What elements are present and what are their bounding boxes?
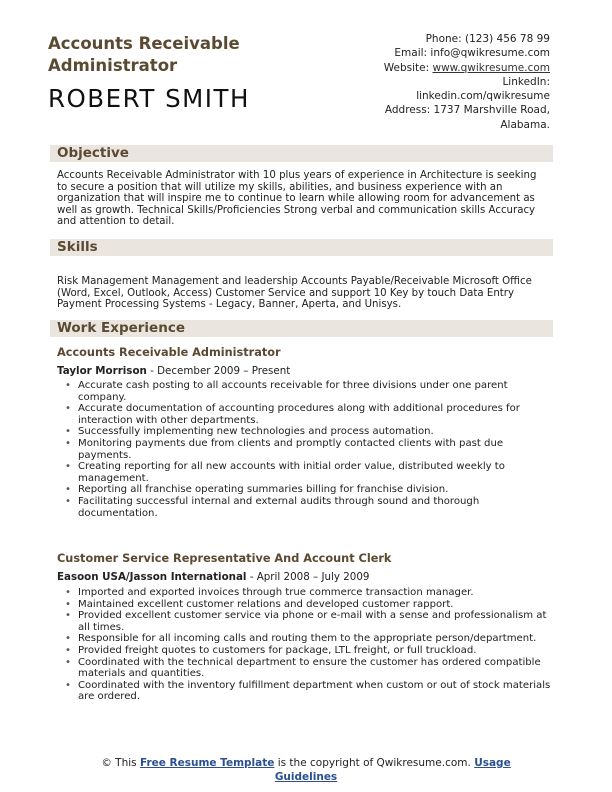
footer-middle: is the copyright of Qwikresume.com.: [274, 757, 475, 769]
job-2-employer-line: [57, 571, 369, 583]
job-1-duties: [62, 380, 552, 519]
section-objective: [50, 145, 553, 162]
footer-prefix: © This: [101, 757, 140, 769]
contact-block: [310, 32, 550, 132]
job-2-dates: - April 2008 – July 2009: [246, 571, 370, 583]
footer: [0, 757, 612, 784]
job-1-duty: • Accurate cash posting to all accounts receivable for three divisions under one parent company.: [62, 380, 552, 403]
free-resume-template-link[interactable]: Free Resume Template: [139, 757, 275, 769]
contact-address-line2: Alabama.: [500, 118, 550, 131]
job-1-duty: • Successfully implementing new technologies and process automation.: [62, 426, 552, 438]
job-title: [48, 33, 308, 77]
job-2-title: Customer Service Representative And Account Clerk: [57, 552, 392, 565]
job-title-line1: Accounts Receivable: [48, 34, 240, 53]
section-heading-objective: Objective: [57, 145, 129, 161]
contact-address-line1: Address: 1737 Marshville Road,: [384, 104, 550, 117]
job-1-title: Accounts Receivable Administrator: [57, 346, 281, 359]
job-title-line2: Administrator: [48, 56, 178, 75]
job-2-duty: • Coordinated with the inventory fulfillment department when custom or out of stock materials are ordered.: [62, 680, 552, 703]
job-1-duty: • Facilitating successful internal and external audits through sound and thorough documentation.: [62, 496, 552, 519]
job-2-duty: • Provided freight quotes to customers for package, LTL freight, or full truckload.: [62, 645, 552, 657]
job-2-employer: Easoon USA/Jasson International: [57, 571, 247, 583]
job-1-duty: • Reporting all franchise operating summaries billing for franchise division.: [62, 484, 552, 496]
job-2-duties: [62, 587, 552, 703]
job-2-duty: • Imported and exported invoices through true commerce transaction manager.: [62, 587, 552, 599]
usage-guidelines-link-part2[interactable]: Guidelines: [274, 770, 338, 783]
usage-guidelines-link-part1[interactable]: Usage: [474, 757, 511, 769]
contact-email: Email: info@qwikresume.com: [394, 47, 550, 60]
job-2-duty: • Provided excellent customer service via phone or e-mail with a sense and professionalism at all times.: [62, 610, 552, 633]
job-2-duty: • Maintained excellent customer relations and developed customer rapport.: [62, 599, 552, 611]
job-1-duty: • Creating reporting for all new accounts with initial order value, distributed weekly to management.: [62, 461, 552, 484]
job-2-duty: • Responsible for all incoming calls and routing them to the appropriate person/department.: [62, 633, 552, 645]
job-1-dates: - December 2009 – Present: [146, 365, 291, 377]
objective-text: Accounts Receivable Administrator with 10 plus years of experience in Architecture is seeking to secure a position that will utilize my skills, abilities, and business experience with an organization that will inspire me to continue to learn while allowing room for advancement as well as growth. Technical Skills/Proficiencies Strong verbal and communication skills Accuracy and attention to detail.: [57, 170, 537, 228]
contact-linkedin-label: LinkedIn:: [502, 75, 550, 88]
job-1-duty: • Accurate documentation of accounting procedures along with additional procedures for interaction with other departments.: [62, 403, 552, 426]
section-work-experience: [50, 320, 553, 337]
section-heading-work-experience: Work Experience: [57, 320, 185, 336]
section-heading-skills: Skills: [57, 239, 98, 255]
website-label: Website:: [383, 61, 433, 74]
contact-website: [310, 61, 550, 75]
contact-linkedin-value: linkedin.com/qwikresume: [416, 90, 550, 103]
website-link[interactable]: www.qwikresume.com: [432, 61, 550, 74]
job-2-duty: • Coordinated with the technical department to ensure the customer has ordered compatible materials and quantities.: [62, 657, 552, 680]
job-1-employer: Taylor Morrison: [57, 365, 147, 377]
contact-phone: Phone: (123) 456 78 99: [425, 33, 550, 45]
skills-text: Risk Management Management and leadership Accounts Payable/Receivable Microsoft Office (Word, Excel, Outlook, Access) Customer Service and support 10 Key by touch Data Entry Payment Processing Systems - Legacy, Banner, Aperta, and Unisys.: [57, 276, 532, 311]
job-1-employer-line: [57, 365, 290, 377]
section-skills: [50, 239, 553, 256]
job-1-duty: • Monitoring payments due from clients and promptly contacted clients with past due payments.: [62, 438, 552, 461]
person-name: ROBERT SMITH: [48, 84, 250, 113]
